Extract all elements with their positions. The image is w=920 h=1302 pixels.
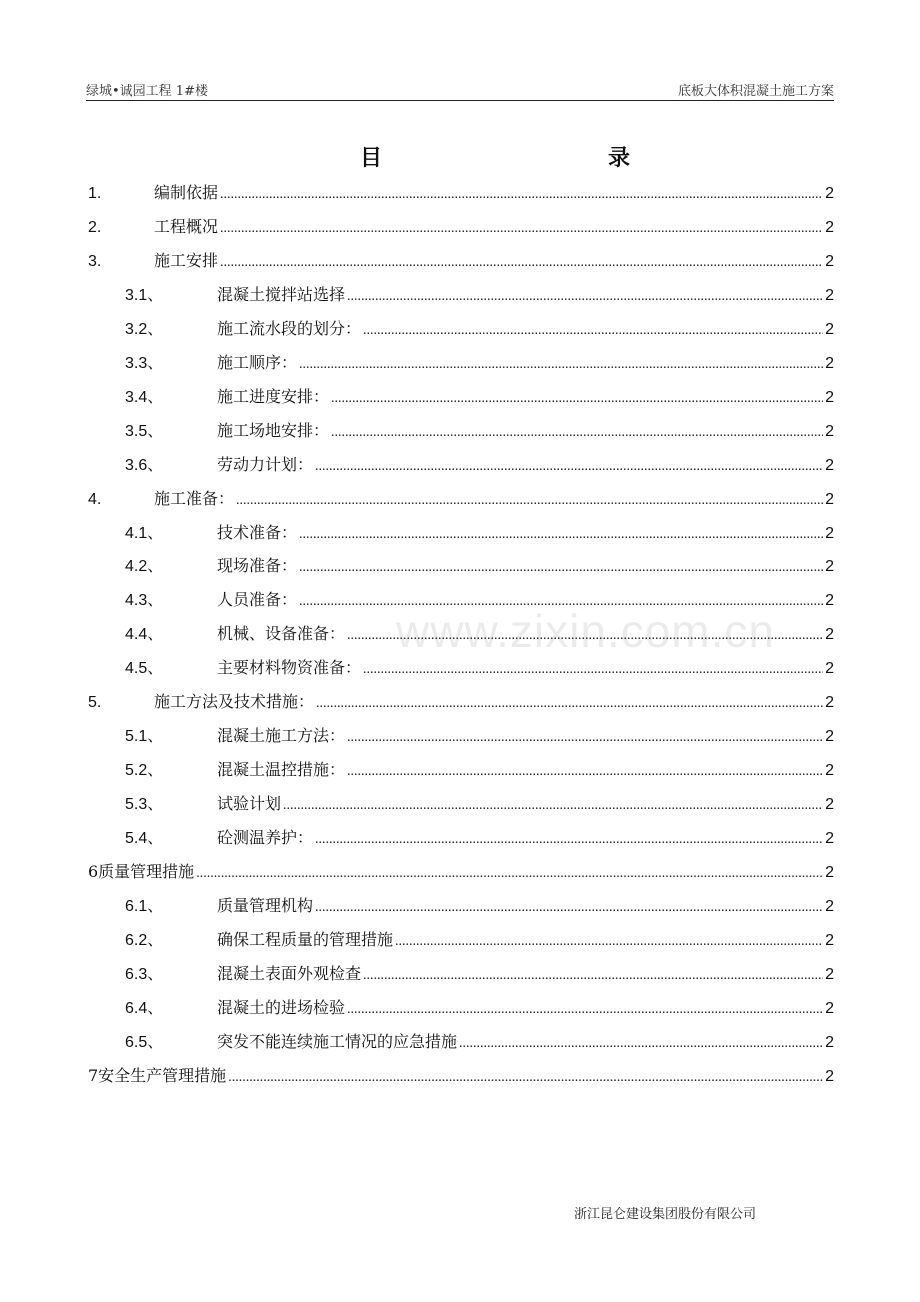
toc-dot-leader <box>347 760 823 784</box>
toc-entry-title: 6质量管理措施 <box>88 862 195 881</box>
toc-entry-title: 混凝土施工方法： <box>217 726 346 745</box>
toc-dot-leader <box>315 828 823 852</box>
toc-dot-leader <box>236 489 823 513</box>
toc-entry-page-number: 2 <box>825 389 834 406</box>
toc-entry-title: 机械、设备准备： <box>217 624 346 643</box>
toc-entry-page-number: 2 <box>825 1000 834 1017</box>
toc-entry-page-number: 2 <box>825 966 834 983</box>
toc-dot-leader <box>283 794 823 818</box>
toc-entry[interactable] <box>88 215 834 239</box>
toc-entry-title: 编制依据 <box>154 183 219 202</box>
toc-entry-number: 3. <box>88 253 102 270</box>
toc-dot-leader <box>315 455 823 479</box>
toc-dot-leader <box>220 183 823 207</box>
toc-entry-page-number: 2 <box>825 321 834 338</box>
toc-entry[interactable] <box>125 622 834 646</box>
toc-dot-leader <box>228 1066 823 1090</box>
toc-entry-page-number: 2 <box>825 1034 834 1051</box>
toc-entry-number: 4.4、 <box>125 626 164 643</box>
toc-entry-page-number: 2 <box>825 355 834 372</box>
toc-entry[interactable] <box>125 758 834 782</box>
toc-entry[interactable] <box>125 554 834 578</box>
toc-entry-title: 混凝土温控措施： <box>217 760 346 779</box>
toc-dot-leader <box>363 964 823 988</box>
toc-dot-leader <box>331 421 823 445</box>
toc-entry-title: 施工准备： <box>154 489 235 508</box>
toc-entry[interactable] <box>125 962 834 986</box>
toc-entry-title: 确保工程质量的管理措施 <box>217 930 394 949</box>
header-project-name: 绿城•诚园工程 1#楼 <box>86 84 208 99</box>
toc-entry-number: 5. <box>88 694 102 711</box>
toc-dot-leader <box>331 387 823 411</box>
toc-entry-number: 3.2、 <box>125 321 164 338</box>
toc-dot-leader <box>299 590 823 614</box>
toc-dot-leader <box>299 556 823 580</box>
toc-entry[interactable] <box>88 690 834 714</box>
toc-entry-title: 施工场地安排： <box>217 421 330 440</box>
toc-entry[interactable] <box>125 826 834 850</box>
toc-entry-page-number: 2 <box>825 728 834 745</box>
toc-entry-page-number: 2 <box>825 592 834 609</box>
toc-entry[interactable] <box>125 1030 834 1054</box>
toc-entry-title: 现场准备： <box>217 556 298 575</box>
toc-entry-title: 工程概况 <box>154 217 219 236</box>
toc-entry-number: 6.5、 <box>125 1034 164 1051</box>
toc-dot-leader <box>347 998 823 1022</box>
toc-entry-title: 施工安排 <box>154 251 219 270</box>
toc-entry-title: 人员准备： <box>217 590 298 609</box>
toc-entry-number: 6.4、 <box>125 1000 164 1017</box>
toc-entry-number: 5.3、 <box>125 796 164 813</box>
toc-entry-page-number: 2 <box>825 253 834 270</box>
toc-entry-page-number: 2 <box>825 491 834 508</box>
toc-entry[interactable] <box>125 792 834 816</box>
toc-entry-title: 主要材料物资准备： <box>217 658 362 677</box>
toc-entry-number: 5.2、 <box>125 762 164 779</box>
toc-dot-leader <box>347 624 823 648</box>
toc-entry-page-number: 2 <box>825 219 834 236</box>
toc-entry-number: 5.1、 <box>125 728 164 745</box>
toc-entry-page-number: 2 <box>825 525 834 542</box>
toc-entry-number: 4.3、 <box>125 592 164 609</box>
toc-entry[interactable] <box>88 487 834 511</box>
toc-entry-number: 6.1、 <box>125 898 164 915</box>
toc-entry-title: 混凝土搅拌站选择 <box>217 285 346 304</box>
toc-entry-title: 施工方法及技术措施： <box>154 692 315 711</box>
toc-entry[interactable] <box>125 385 834 409</box>
toc-dot-leader <box>347 285 823 309</box>
toc-entry[interactable] <box>125 453 834 477</box>
toc-entry-title: 质量管理机构 <box>217 896 314 915</box>
toc-entry-title: 7安全生产管理措施 <box>88 1066 227 1085</box>
toc-entry[interactable] <box>125 656 834 680</box>
toc-title-part-2: 录 <box>607 145 630 171</box>
toc-entry-page-number: 2 <box>825 932 834 949</box>
toc-entry-page-number: 2 <box>825 1068 834 1085</box>
toc-entry-number: 2. <box>88 219 102 236</box>
toc-entry-number: 4.1、 <box>125 525 164 542</box>
toc-dot-leader <box>316 692 823 716</box>
toc-entry[interactable] <box>125 351 834 375</box>
toc-entry-number: 1. <box>88 185 102 202</box>
toc-entry-title: 突发不能连续施工情况的应急措施 <box>217 1032 458 1051</box>
toc-title <box>360 141 630 175</box>
toc-entry-page-number: 2 <box>825 558 834 575</box>
toc-entry-page-number: 2 <box>825 694 834 711</box>
toc-entry-page-number: 2 <box>825 457 834 474</box>
toc-entry-page-number: 2 <box>825 796 834 813</box>
watermark: www.zixin.com.cn <box>396 605 775 657</box>
toc-entry-number: 6.2、 <box>125 932 164 949</box>
toc-title-part-1: 目 <box>360 145 383 171</box>
toc-dot-leader <box>395 930 823 954</box>
toc-dot-leader <box>299 353 823 377</box>
toc-entry[interactable] <box>125 894 834 918</box>
toc-entry-title: 混凝土表面外观检查 <box>217 964 362 983</box>
toc-dot-leader <box>363 319 823 343</box>
toc-dot-leader <box>220 251 823 275</box>
toc-entry-page-number: 2 <box>825 830 834 847</box>
toc-entry-title: 施工顺序： <box>217 353 298 372</box>
toc-entry-number: 3.1、 <box>125 287 164 304</box>
toc-entry-page-number: 2 <box>825 660 834 677</box>
toc-entry-number: 4. <box>88 491 102 508</box>
toc-entry-title: 劳动力计划： <box>217 455 314 474</box>
toc-entry-title: 试验计划 <box>217 794 282 813</box>
toc-entry[interactable] <box>125 724 834 748</box>
toc-dot-leader <box>196 862 823 886</box>
toc-entry[interactable] <box>88 249 834 273</box>
toc-entry-number: 3.5、 <box>125 423 164 440</box>
toc-entry-number: 3.6、 <box>125 457 164 474</box>
toc-dot-leader <box>315 896 823 920</box>
header-document-title: 底板大体积混凝土施工方案 <box>677 84 834 99</box>
toc-entry-number: 5.4、 <box>125 830 164 847</box>
toc-entry[interactable] <box>88 1064 834 1088</box>
toc-entry-title: 施工进度安排： <box>217 387 330 406</box>
toc-entry-page-number: 2 <box>825 626 834 643</box>
toc-dot-leader <box>220 217 823 241</box>
toc-entry-page-number: 2 <box>825 864 834 881</box>
toc-entry-page-number: 2 <box>825 762 834 779</box>
toc-entry-page-number: 2 <box>825 898 834 915</box>
toc-entry[interactable] <box>125 928 834 952</box>
toc-entry-title: 施工流水段的划分： <box>217 319 362 338</box>
toc-entry-number: 3.3、 <box>125 355 164 372</box>
toc-entry-title: 混凝土的进场检验 <box>217 998 346 1017</box>
toc-entry[interactable] <box>125 419 834 443</box>
toc-entry-title: 砼测温养护： <box>217 828 314 847</box>
page-header <box>86 78 834 101</box>
page-footer-company: 浙江昆仑建设集团股份有限公司 <box>574 1207 757 1222</box>
toc-entry[interactable] <box>88 181 834 205</box>
toc-entry[interactable] <box>125 317 834 341</box>
toc-entry[interactable] <box>125 588 834 612</box>
toc-entry[interactable] <box>88 860 834 884</box>
toc-entry-page-number: 2 <box>825 287 834 304</box>
toc-entry-page-number: 2 <box>825 185 834 202</box>
toc-entry[interactable] <box>125 521 834 545</box>
toc-entry-page-number: 2 <box>825 423 834 440</box>
toc-entry-number: 6.3、 <box>125 966 164 983</box>
toc-entry-number: 4.2、 <box>125 558 164 575</box>
toc-entry-number: 3.4、 <box>125 389 164 406</box>
toc-entry-title: 技术准备： <box>217 523 298 542</box>
toc-dot-leader <box>347 726 823 750</box>
toc-entry[interactable] <box>125 996 834 1020</box>
toc-dot-leader <box>459 1032 823 1056</box>
toc-dot-leader <box>299 523 823 547</box>
toc-dot-leader <box>363 658 823 682</box>
toc-entry-number: 4.5、 <box>125 660 164 677</box>
toc-entry[interactable] <box>125 283 834 307</box>
